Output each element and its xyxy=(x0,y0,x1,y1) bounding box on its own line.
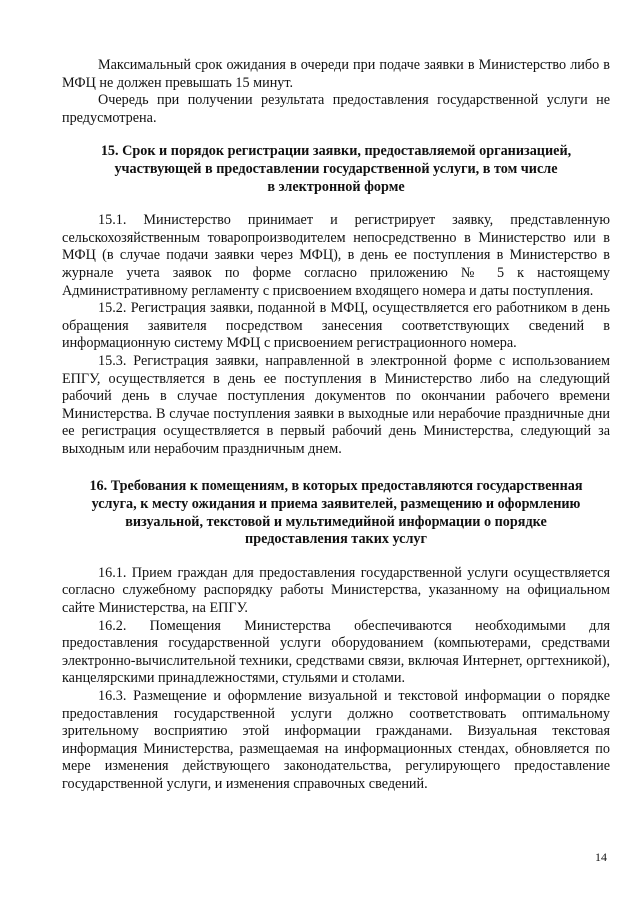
paragraph-15-1: 15.1. Министерство принимает и регистрирует заявку, представленную сельскохозяйственным товаропроизводителем непосредственно в Министерство или в МФЦ (в случае подачи заявки через МФЦ), в день ее поступления в Министерство в журнале учета заявок по форме согласно приложению № 5 к настоящему Административному регламенту с присвоением входящего номера и даты поступления. xyxy=(62,212,610,299)
section-15-heading xyxy=(62,143,610,196)
paragraph-16-2: 16.2. Помещения Министерства обеспечиваются необходимыми для предоставления государственной услуги оборудованием (компьютерами, средствами электронно-вычислительной техники, средствами связи, включая Интернет, оргтехникой), канцелярскими принадлежностями, стульями и столами. xyxy=(62,617,610,687)
paragraph-16-1: 16.1. Прием граждан для предоставления государственной услуги осуществляется согласно служебному распорядку работы Министерства, указанному на официальном сайте Министерства, на ЕПГУ. xyxy=(62,564,610,617)
paragraph-15-3: 15.3. Регистрация заявки, направленной в электронной форме с использованием ЕПГУ, осуществляется в день ее поступления в Министерство либо на следующий рабочий день в случае поступления документов по окончании рабочего времени Министерства. В случае поступления заявки в выходные или нерабочие праздничные дни ее регистрация осуществляется в первый рабочий день Министерства, следующий за выходным или нерабочим праздничным днем. xyxy=(62,352,610,457)
page-number: 14 xyxy=(595,850,607,864)
paragraph-16-3: 16.3. Размещение и оформление визуальной и текстовой информации о порядке предоставления государственной услуги должно соответствовать оптимальному зрительному восприятию этой информации гражданами. Визуальная текстовая информация Министерства, размещаемая на информационных стендах, обновляется по мере изменения действующего законодательства, регулирующего предоставление государственной услуги, и изменения справочных сведений. xyxy=(62,688,610,792)
document-page xyxy=(62,57,610,794)
section-15-heading-line: участвующей в предоставлении государственной услуги, в том числе xyxy=(114,160,558,177)
section-16-heading-line: предоставления таких услуг xyxy=(245,531,427,548)
paragraph-15-2: 15.2. Регистрация заявки, поданной в МФЦ, осуществляется его работником в день обращения заявителя посредством занесения соответствующих сведений в информационную систему МФЦ с присвоением регистрационного номера. xyxy=(62,300,610,352)
section-15-heading-line: 15. Срок и порядок регистрации заявки, предоставляемой организацией, xyxy=(100,143,572,160)
section-16-heading-line: 16. Требования к помещениям, в которых предоставляются государственная xyxy=(89,478,583,495)
paragraph-waiting-time: Максимальный срок ожидания в очереди при подаче заявки в Министерство либо в МФЦ не должен превышать 15 минут. xyxy=(62,57,610,91)
section-16-heading xyxy=(62,478,610,548)
section-15-heading-line: в электронной форме xyxy=(267,178,405,195)
section-16-heading-line: услуга, к месту ожидания и приема заявителей, размещению и оформлению xyxy=(91,496,581,513)
section-16-heading-line: визуальной, текстовой и мультимедийной информации о порядке xyxy=(125,513,547,530)
paragraph-queue: Очередь при получении результата предоставления государственной услуги не предусмотрена. xyxy=(62,92,610,126)
